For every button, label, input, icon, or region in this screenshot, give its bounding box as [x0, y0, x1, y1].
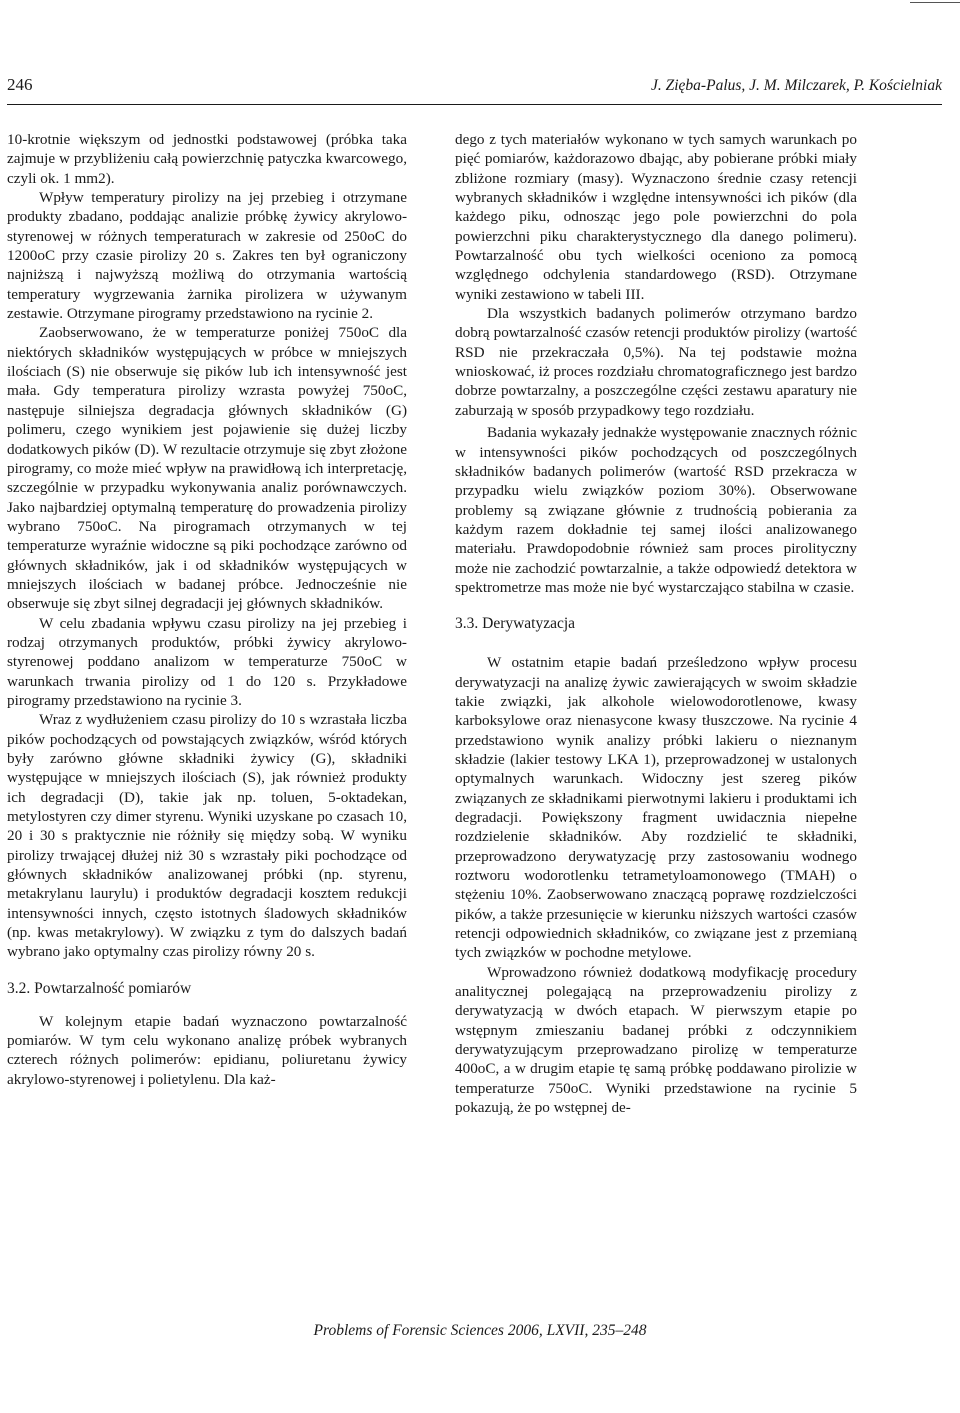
corner-rule	[910, 2, 960, 3]
paragraph: Zaobserwowano, że w temperaturze poniżej 750oC dla niektórych składników występujących w próbce w mniejszych ilościach (S) nie obserwuje się pików lub ich intensywność jest mała. Gdy temperatura pirolizy wzrasta powyżej 750oC, następuje silniejsza degradacja głównych składników (G) polimeru, czego wynikiem jest pojawienie się dużej liczby dodatkowych pików (D). W rezultacie otrzymuje się zbyt złożone pirogramy, co może mieć wpływ na prawidłową ich interpretację, szczególnie w przypadku wykonywania analiz porównawczych. Jako najbardziej optymalną temperaturę do prowadzenia pirolizy wybrano 750oC. Na pirogramach otrzymanych w tej temperaturze wyraźnie widoczne są piki pochodzące zarówno od głównych składników, jak i od składników występujących w mniejszych ilościach w badanej próbce. Jednocześnie nie obserwuje się zbyt silnej degradacji jej głównych składników.	[7, 324, 407, 613]
left-column	[7, 130, 407, 1089]
paragraph: 10-krotnie większym od jednostki podstawowej (próbka taka zajmuje w przybliżeniu całą powierzchnię patyczka kwarcowego, czyli ok. 1 mm2).	[7, 131, 407, 187]
section-heading: 3.3. Derywatyzacja	[455, 615, 576, 633]
section-heading: 3.2. Powtarzalność pomiarów	[7, 979, 192, 997]
paragraph: W celu zbadania wpływu czasu pirolizy na jej przebieg i rodzaj otrzymanych produktów, próbki żywicy akrylowo-styrenowej poddano analizom w temperaturze 750oC w warunkach trwania pirolizy od 1 do 120 s. Przykładowe pirogramy przedstawiono na rycinie 3.	[7, 614, 407, 709]
paragraph: Wraz z wydłużeniem czasu pirolizy do 10 s wzrastała liczba pików pochodzących od powstających związków, wśród których były zarówno główne składniki żywicy (G), składniki występujące w mniejszych ilościach (S), jak również produkty ich degradacji (D), takie jak np. toluen, 5-oktadekan, metylostyren czy dimer styrenu. Wyniki uzyskane po czasach 10, 20 i 30 s praktycznie nie różniły się między sobą. W wyniku pirolizy trwającej dłużej niż 30 s wzrastały piki pochodzące od głównych składników analizowanej próbki (np. styrenu, metakrylanu laurylu) i produktów degradacji kosztem redukcji intensywności innych, często istotnych śladowych składników (np. kwas metakrylowy). W związku z tym do dalszych badań wybrano jako optymalny czas pirolizy równy 20 s.	[7, 711, 407, 961]
paragraph: W kolejnym etapie badań wyznaczono powtarzalność pomiarów. W tym celu wykonano analizę próbek wybranych czterech różnych polimerów: epidianu, poliuretanu żywicy akrylowo-styrenowej i polietylenu. Dla każ-	[7, 1012, 407, 1088]
paragraph: W ostatnim etapie badań prześledzono wpływ procesu derywatyzacji na analizę żywic zawierających w swoim składzie takie związki, jak alkohole wielowodorotlenowe, kwasy karboksylowe oraz nienasycone kwasy tłuszczowe. Na rycinie 4 przedstawiono wynik analizy próbki lakieru o nieznanym składzie (lakier testowy LKA 1), przeprowadzonej w ustalonych optymalnych warunkach. Widoczny jest szereg pików związanych ze składnikami pierwotnymi lakieru i produktami ich degradacji. Powiększony fragment uwidacznia niepełne rozdzielenie składników. Aby rozdzielić te składniki, przeprowadzono derywatyzację przy zastosowaniu wodnego roztworu wodorotlenku tetrametyloamonowego (TMAH) o stężeniu 10%. Zaobserwowano znaczącą poprawę rozdzielczości pików, a także przesunięcie w kierunku niższych wartości czasów retencji odpowiednich składników, co związane jest z przemianą tych związków w pochodne metylowe.	[455, 654, 857, 962]
journal-footer: Problems of Forensic Sciences 2006, LXVII, 235–248	[313, 1322, 647, 1339]
page-number: 246	[7, 75, 33, 94]
header-rule	[7, 104, 942, 105]
paragraph: Badania wykazały jednakże występowanie znacznych różnic w intensywności pików pochodzących od poszczególnych składników badanych polimerów (wartość RSD przekracza w przypadku wielu związków poziom 30%). Obserwowane problemy są związane głównie z trudnością pobierania za każdym razem dokładnie tej samej ilości analizowanego materiału. Prawdopodobnie również sam proces pirolityczny może nie zachodzić powtarzalnie, a także odpowiedź detektora w spektrometrze mas może nie być wystarczająco stabilna w czasie.	[455, 424, 857, 596]
paragraph: Wpływ temperatury pirolizy na jej przebieg i otrzymane produkty zbadano, poddając analizie próbkę żywicy akrylowo-styrenowej w różnych temperaturach w zakresie od 250oC do 1200oC przy czasie pirolizy 20 s. Zakres ten był ograniczony najniższą i najwyższą możliwą do otrzymania wartością temperatury wygrzewania żarnika pirolizera w używanym zestawie. Otrzymane pirogramy przedstawiono na rycinie 2.	[7, 189, 407, 323]
paragraph: Dla wszystkich badanych polimerów otrzymano bardzo dobrą powtarzalność czasów retencji produktów pirolizy (wartość RSD nie przekraczała 0,5%). Na tej podstawie można wnioskować, iż proces rozdziału chromatograficznego jest bardzo dobrze powtarzalny, a poszczególne części zestawu aparatury nie zaburzają w sposób przypadkowy tego rozdziału.	[455, 305, 857, 419]
paragraph: Wprowadzono również dodatkową modyfikację procedury analitycznej polegającą na przeprowadzeniu pirolizy z derywatyzacją w dwóch etapach. W pierwszym etapie po wstępnym zmieszaniu badanej próbki z odczynnikiem derywatyzującym przeprowadzano pirolizę w temperaturze 400oC, a w drugim etapie tę samą próbkę poddawano pirolizie w temperaturze 750oC. Wyniki przedstawione na rycinie 5 pokazują, że po wstępnej de-	[455, 963, 857, 1117]
paragraph: dego z tych materiałów wykonano w tych samych warunkach po pięć pomiarów, każdorazowo dbając, aby pobierane próbki miały zbliżone rozmiary (masy). Wyznaczono średnie czasy retencji wybranych składników i względne intensywności ich pików (dla każdego piku, odnosząc jego pole powierzchni do pola powierzchni piku charakterystycznego dla danego polimeru). Powtarzalność obu tych wielkości oceniono za pomocą względnego odchylenia standardowego (RSD). Otrzymane wyniki zestawiono w tabeli III.	[455, 131, 857, 303]
right-column	[455, 130, 857, 1118]
running-head-authors: J. Zięba-Palus, J. M. Milczarek, P. Kościelniak	[651, 77, 942, 94]
